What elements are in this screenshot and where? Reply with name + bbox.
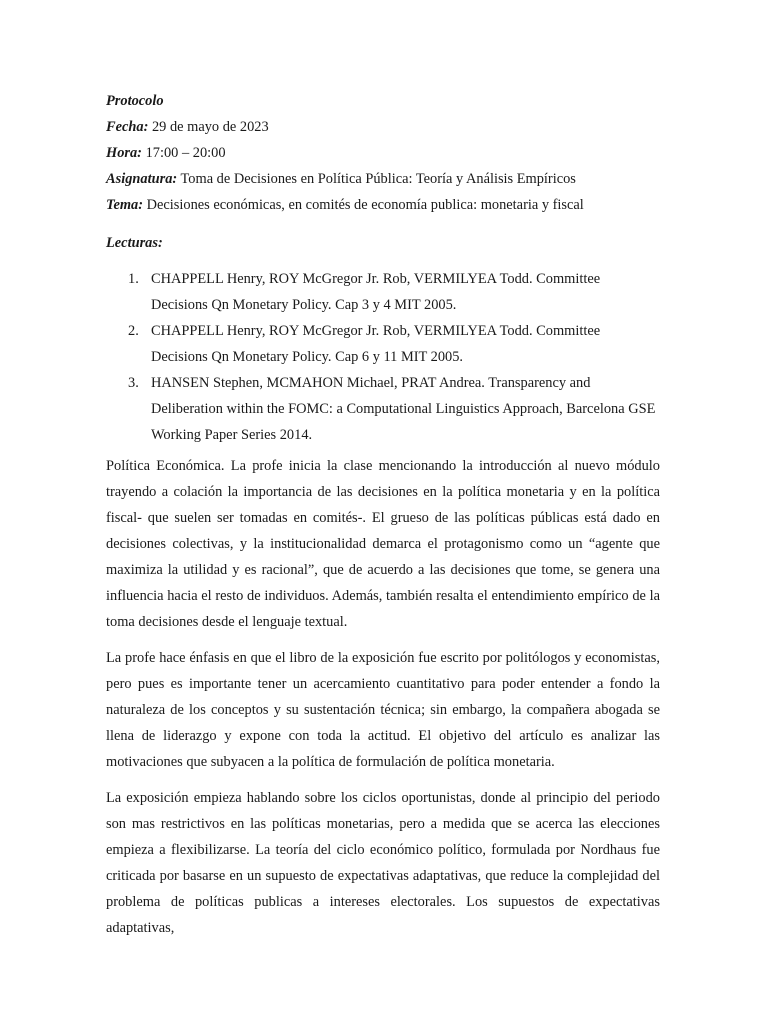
reading-item <box>106 266 660 318</box>
tema-value: Decisiones económicas, en comités de economía publica: monetaria y fiscal <box>143 197 584 213</box>
reading-number: 1. <box>128 271 139 287</box>
body-paragraph: La exposición empieza hablando sobre los ciclos oportunistas, donde al principio del periodo son mas restrictivos en las políticas monetarias, pero a medida que se acerca las elecciones empieza a flexibilizarse. La teoría del ciclo económico político, formulada por Nordhaus fue criticada por basarse en un supuesto de expectativas adaptativas, que reduce la complejidad del problema de políticas publicas a intereses electorales. Los supuestos de expectativas adaptativas, <box>106 790 660 936</box>
asignatura-label: Asignatura: <box>106 171 178 187</box>
fecha-line <box>106 114 660 140</box>
body-paragraph: Política Económica. La profe inicia la clase mencionando la introducción al nuevo módulo trayendo a colación la importancia de las decisiones en la política monetaria y en la política fiscal- que suelen ser tomadas en comités-. El grueso de las políticas públicas está dado en decisiones colectivas, y la institucionalidad demarca el protagonismo como un “agente que maximiza la utilidad y es racional”, que de acuerdo a las decisiones que tome, se genera una influencia hacia el resto de individuos. Además, también resalta el entendimiento empírico de la toma decisiones desde el lenguaje textual. <box>106 458 660 630</box>
hora-value: 17:00 – 20:00 <box>141 145 226 161</box>
body-paragraph: La profe hace énfasis en que el libro de la exposición fue escrito por politólogos y economistas, pero pues es importante tener un acercamiento cuantitativo para poder entender a fondo la naturaleza de los conceptos y su sustentación técnica; sin embargo, la compañera abogada se llena de liderazgo y expone con toda la actitud. El objetivo del artículo es analizar las motivaciones que subyacen a la política de formulación de política monetaria. <box>106 650 660 770</box>
protocol-title-text: Protocolo <box>106 93 164 109</box>
reading-text: HANSEN Stephen, MCMAHON Michael, PRAT Andrea. Transparency and Deliberation within the FOMC: a Computational Linguistics Approach, Barcelona GSE Working Paper Series 2014. <box>151 375 656 443</box>
tema-label: Tema: <box>106 197 144 213</box>
asignatura-value: Toma de Decisiones en Política Pública: Teoría y Análisis Empíricos <box>177 171 576 187</box>
reading-number: 2. <box>128 323 139 339</box>
asignatura-line <box>106 166 660 192</box>
reading-item <box>106 318 660 370</box>
protocol-title <box>106 88 660 114</box>
tema-line <box>106 192 660 218</box>
fecha-value: 29 de mayo de 2023 <box>148 119 269 135</box>
reading-text: CHAPPELL Henry, ROY McGregor Jr. Rob, VERMILYEA Todd. Committee Decisions Qn Monetary Policy. Cap 3 y 4 MIT 2005. <box>151 271 601 313</box>
reading-number: 3. <box>128 375 139 391</box>
fecha-label: Fecha: <box>106 119 149 135</box>
readings-list <box>106 266 660 448</box>
reading-item <box>106 370 660 448</box>
reading-text: CHAPPELL Henry, ROY McGregor Jr. Rob, VERMILYEA Todd. Committee Decisions Qn Monetary Policy. Cap 6 y 11 MIT 2005. <box>151 323 601 365</box>
hora-label: Hora: <box>106 145 142 161</box>
hora-line <box>106 140 660 166</box>
lecturas-heading: Lecturas: <box>106 235 163 251</box>
document-page <box>106 88 660 941</box>
